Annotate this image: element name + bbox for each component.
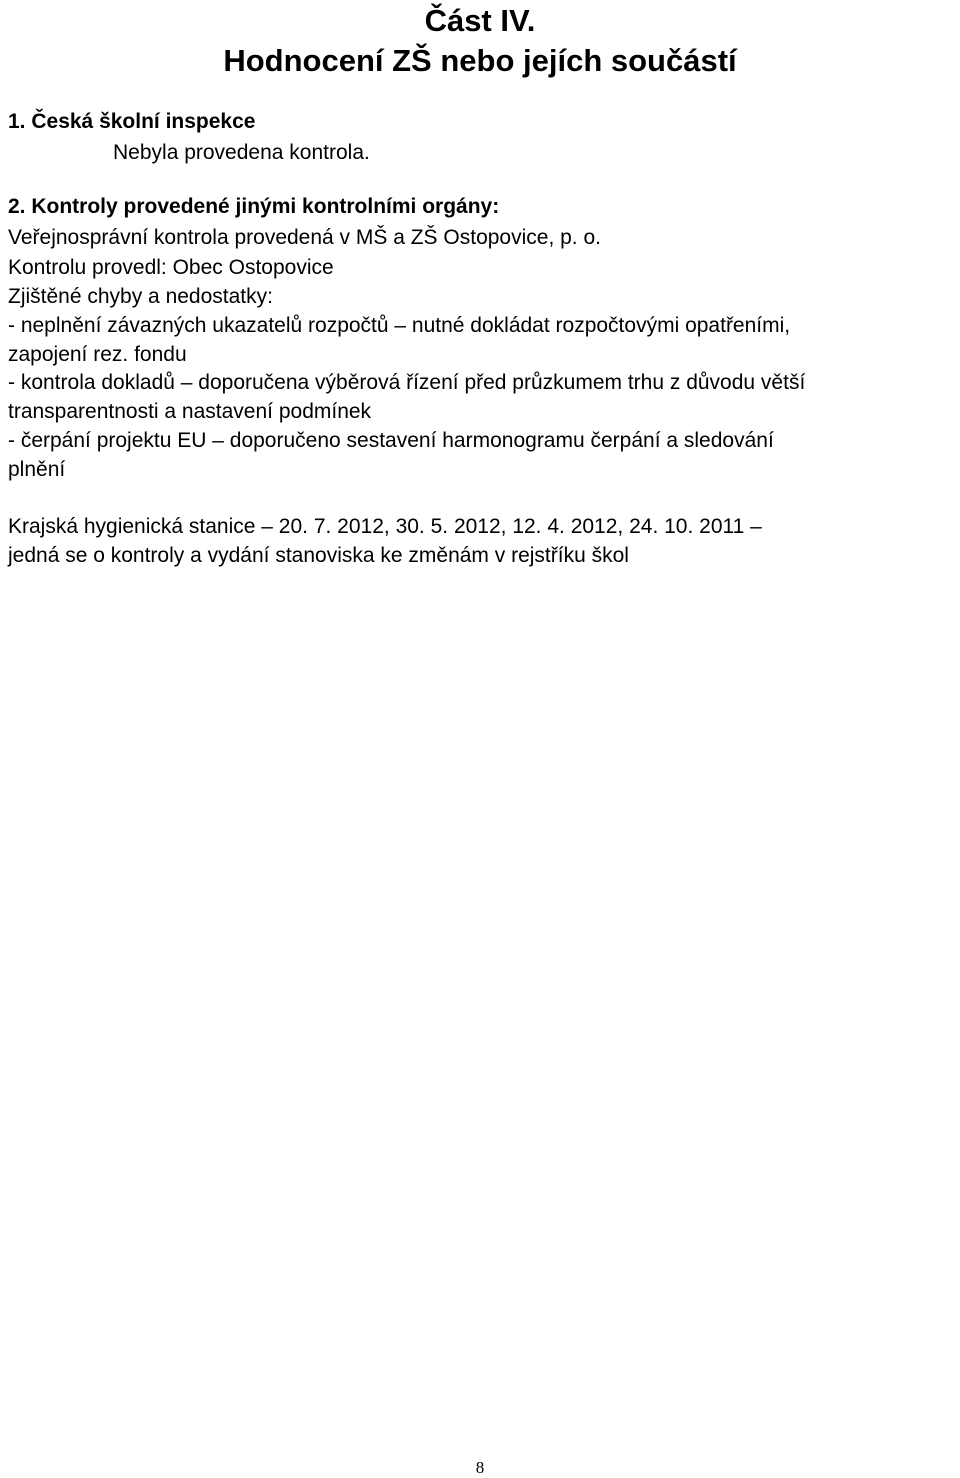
section-1-text: Nebyla provedena kontrola. (113, 141, 370, 164)
section-1-heading: 1. Česká školní inspekce (8, 110, 256, 133)
part-title: Část IV. (424, 3, 536, 38)
paragraph-line: Kontrolu provedl: Obec Ostopovice (8, 256, 334, 279)
paragraph-line: Veřejnosprávní kontrola provedená v MŠ a ZŠ Ostopovice, p. o. (8, 226, 601, 249)
paragraph-line: Zjištěné chyby a nedostatky: (8, 285, 273, 308)
hygiene-line: jedná se o kontroly a vydání stanoviska ke změnám v rejstříku škol (8, 544, 629, 567)
section-2-heading: 2. Kontroly provedené jinými kontrolními orgány: (8, 195, 500, 218)
paragraph-line: - kontrola dokladů – doporučena výběrová řízení před průzkumem trhu z důvodu větší (8, 371, 806, 394)
part-subtitle: Hodnocení ZŠ nebo jejích součástí (223, 43, 737, 78)
paragraph-line: plnění (8, 458, 66, 481)
paragraph-line: - čerpání projektu EU – doporučeno sestavení harmonogramu čerpání a sledování (8, 429, 774, 452)
hygiene-line: Krajská hygienická stanice – 20. 7. 2012, 30. 5. 2012, 12. 4. 2012, 24. 10. 2011 – (8, 515, 762, 538)
page-number: 8 (475, 1458, 485, 1477)
paragraph-line: transparentnosti a nastavení podmínek (8, 400, 372, 423)
paragraph-line: zapojení rez. fondu (8, 343, 187, 366)
paragraph-line: - neplnění závazných ukazatelů rozpočtů – nutné dokládat rozpočtovými opatřeními, (8, 314, 791, 337)
